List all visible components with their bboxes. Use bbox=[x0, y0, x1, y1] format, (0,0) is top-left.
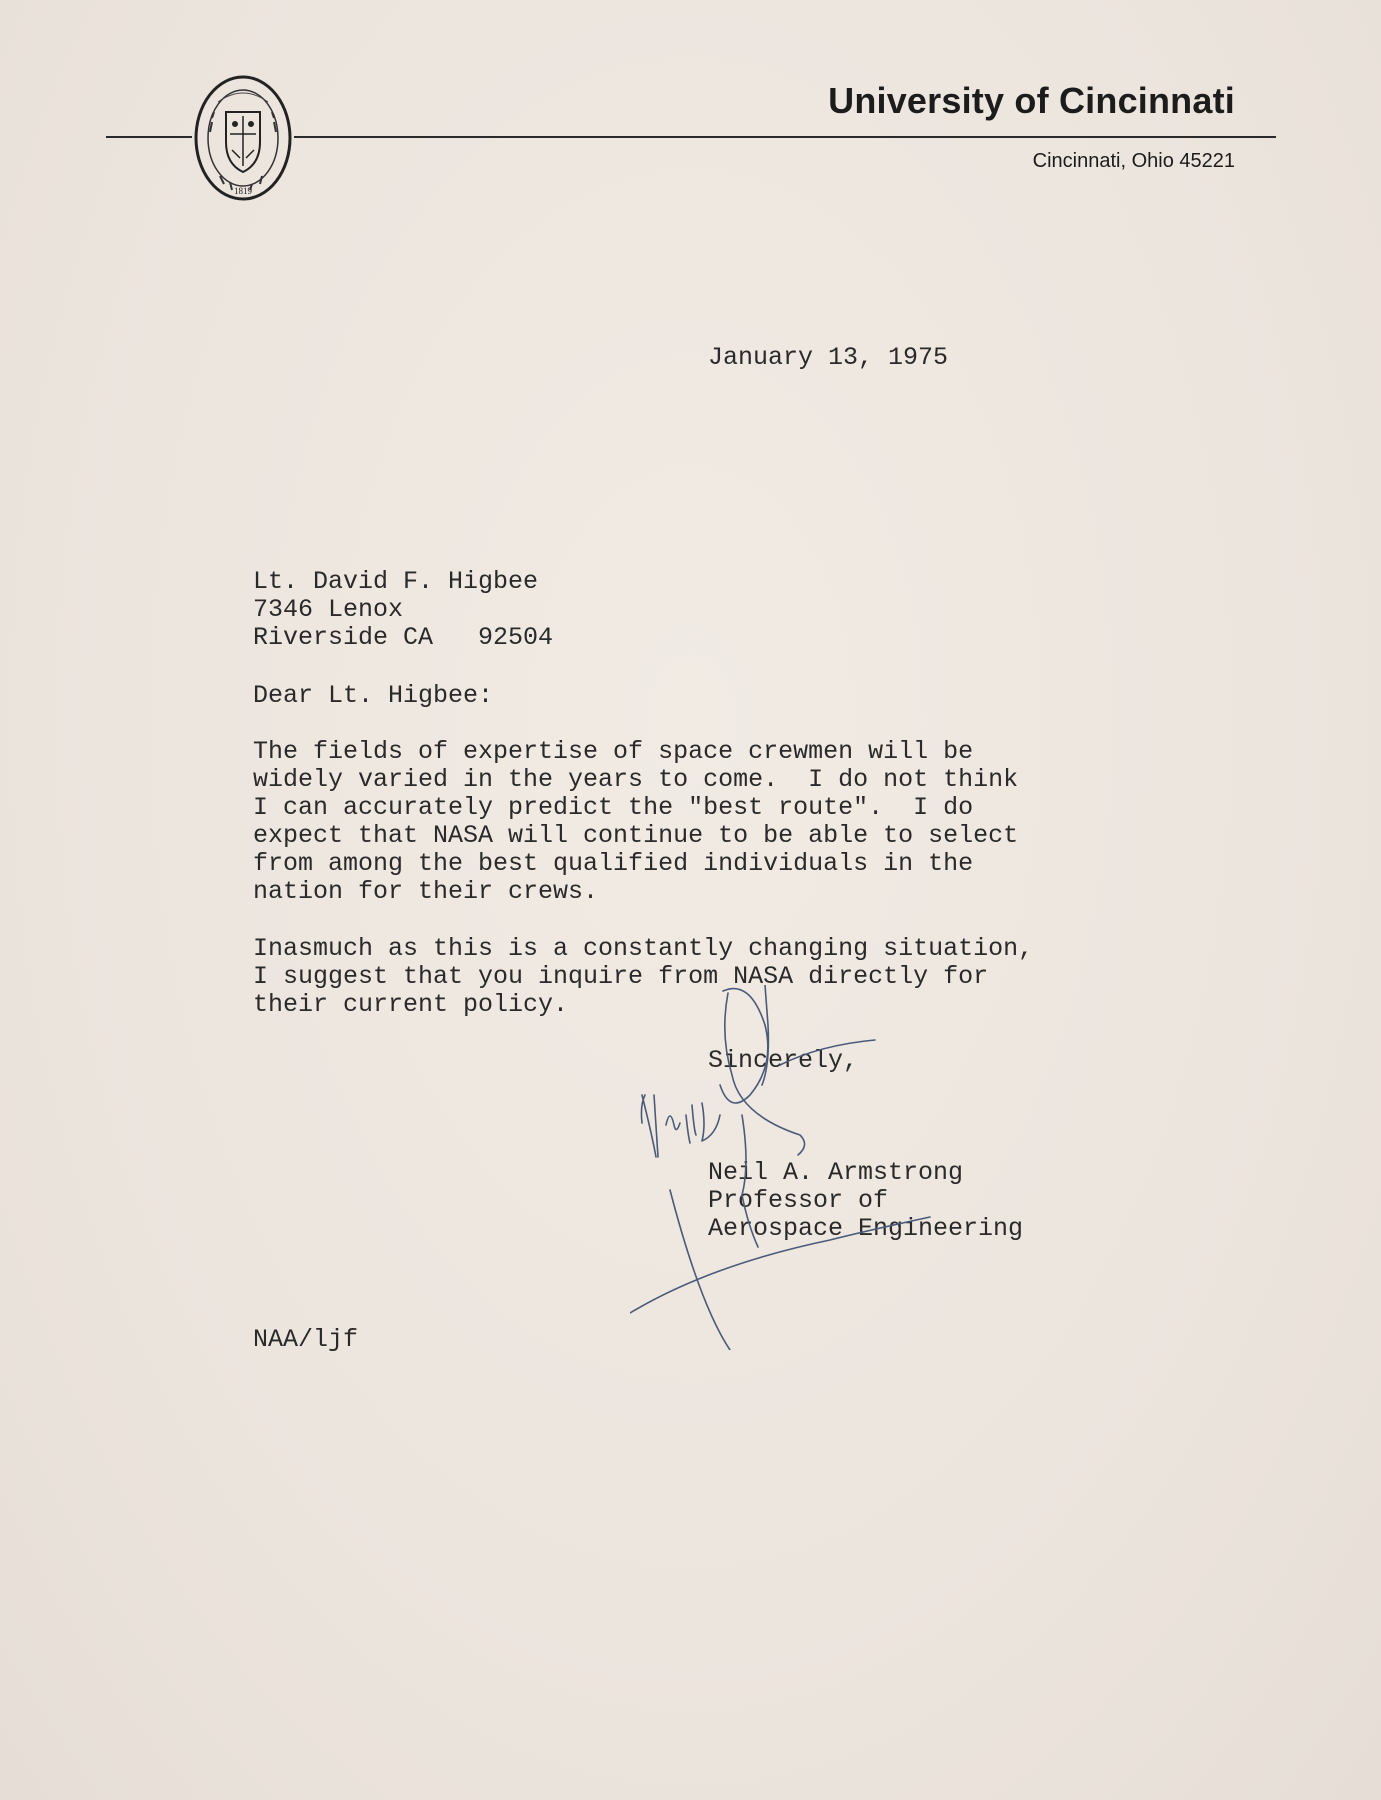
paragraph-line: The fields of expertise of space crewmen will be bbox=[253, 737, 974, 766]
recipient-address bbox=[253, 568, 553, 652]
university-name: University of Cincinnati bbox=[828, 80, 1235, 121]
paragraph-line: I suggest that you inquire from NASA directly for bbox=[253, 962, 989, 991]
university-address: Cincinnati, Ohio 45221 bbox=[1032, 150, 1235, 172]
recipient-city: Riverside CA 92504 bbox=[253, 623, 554, 652]
letterhead-rule-right bbox=[294, 136, 1276, 138]
letter-date: January 13, 1975 bbox=[708, 343, 949, 372]
reference-initials: NAA/ljf bbox=[253, 1325, 359, 1354]
closing: Sincerely, bbox=[708, 1046, 859, 1075]
salutation: Dear Lt. Higbee: bbox=[253, 681, 494, 710]
handwritten-signature-icon bbox=[630, 985, 940, 1350]
svg-text:1819: 1819 bbox=[234, 186, 252, 196]
paragraph-line: their current policy. bbox=[253, 990, 569, 1019]
letterhead-rule-left bbox=[106, 136, 192, 138]
paragraph-line: from among the best qualified individuals in the bbox=[253, 849, 974, 878]
paragraph-line: expect that NASA will continue to be able to select bbox=[253, 821, 1019, 850]
recipient-name: Lt. David F. Higbee bbox=[253, 567, 539, 596]
paragraph-line: Inasmuch as this is a constantly changing situation, bbox=[253, 934, 1034, 963]
body-paragraph-1 bbox=[253, 738, 1018, 906]
university-seal-icon bbox=[190, 72, 296, 204]
signer-title-line-2: Aerospace Engineering bbox=[708, 1214, 1024, 1243]
paragraph-line: nation for their crews. bbox=[253, 877, 599, 906]
signer-name: Neil A. Armstrong bbox=[708, 1158, 964, 1187]
paragraph-line: widely varied in the years to come. I do not think bbox=[253, 765, 1019, 794]
signer-title-line-1: Professor of bbox=[708, 1186, 889, 1215]
recipient-street: 7346 Lenox bbox=[253, 595, 404, 624]
paragraph-line: I can accurately predict the "best route". I do bbox=[253, 793, 974, 822]
